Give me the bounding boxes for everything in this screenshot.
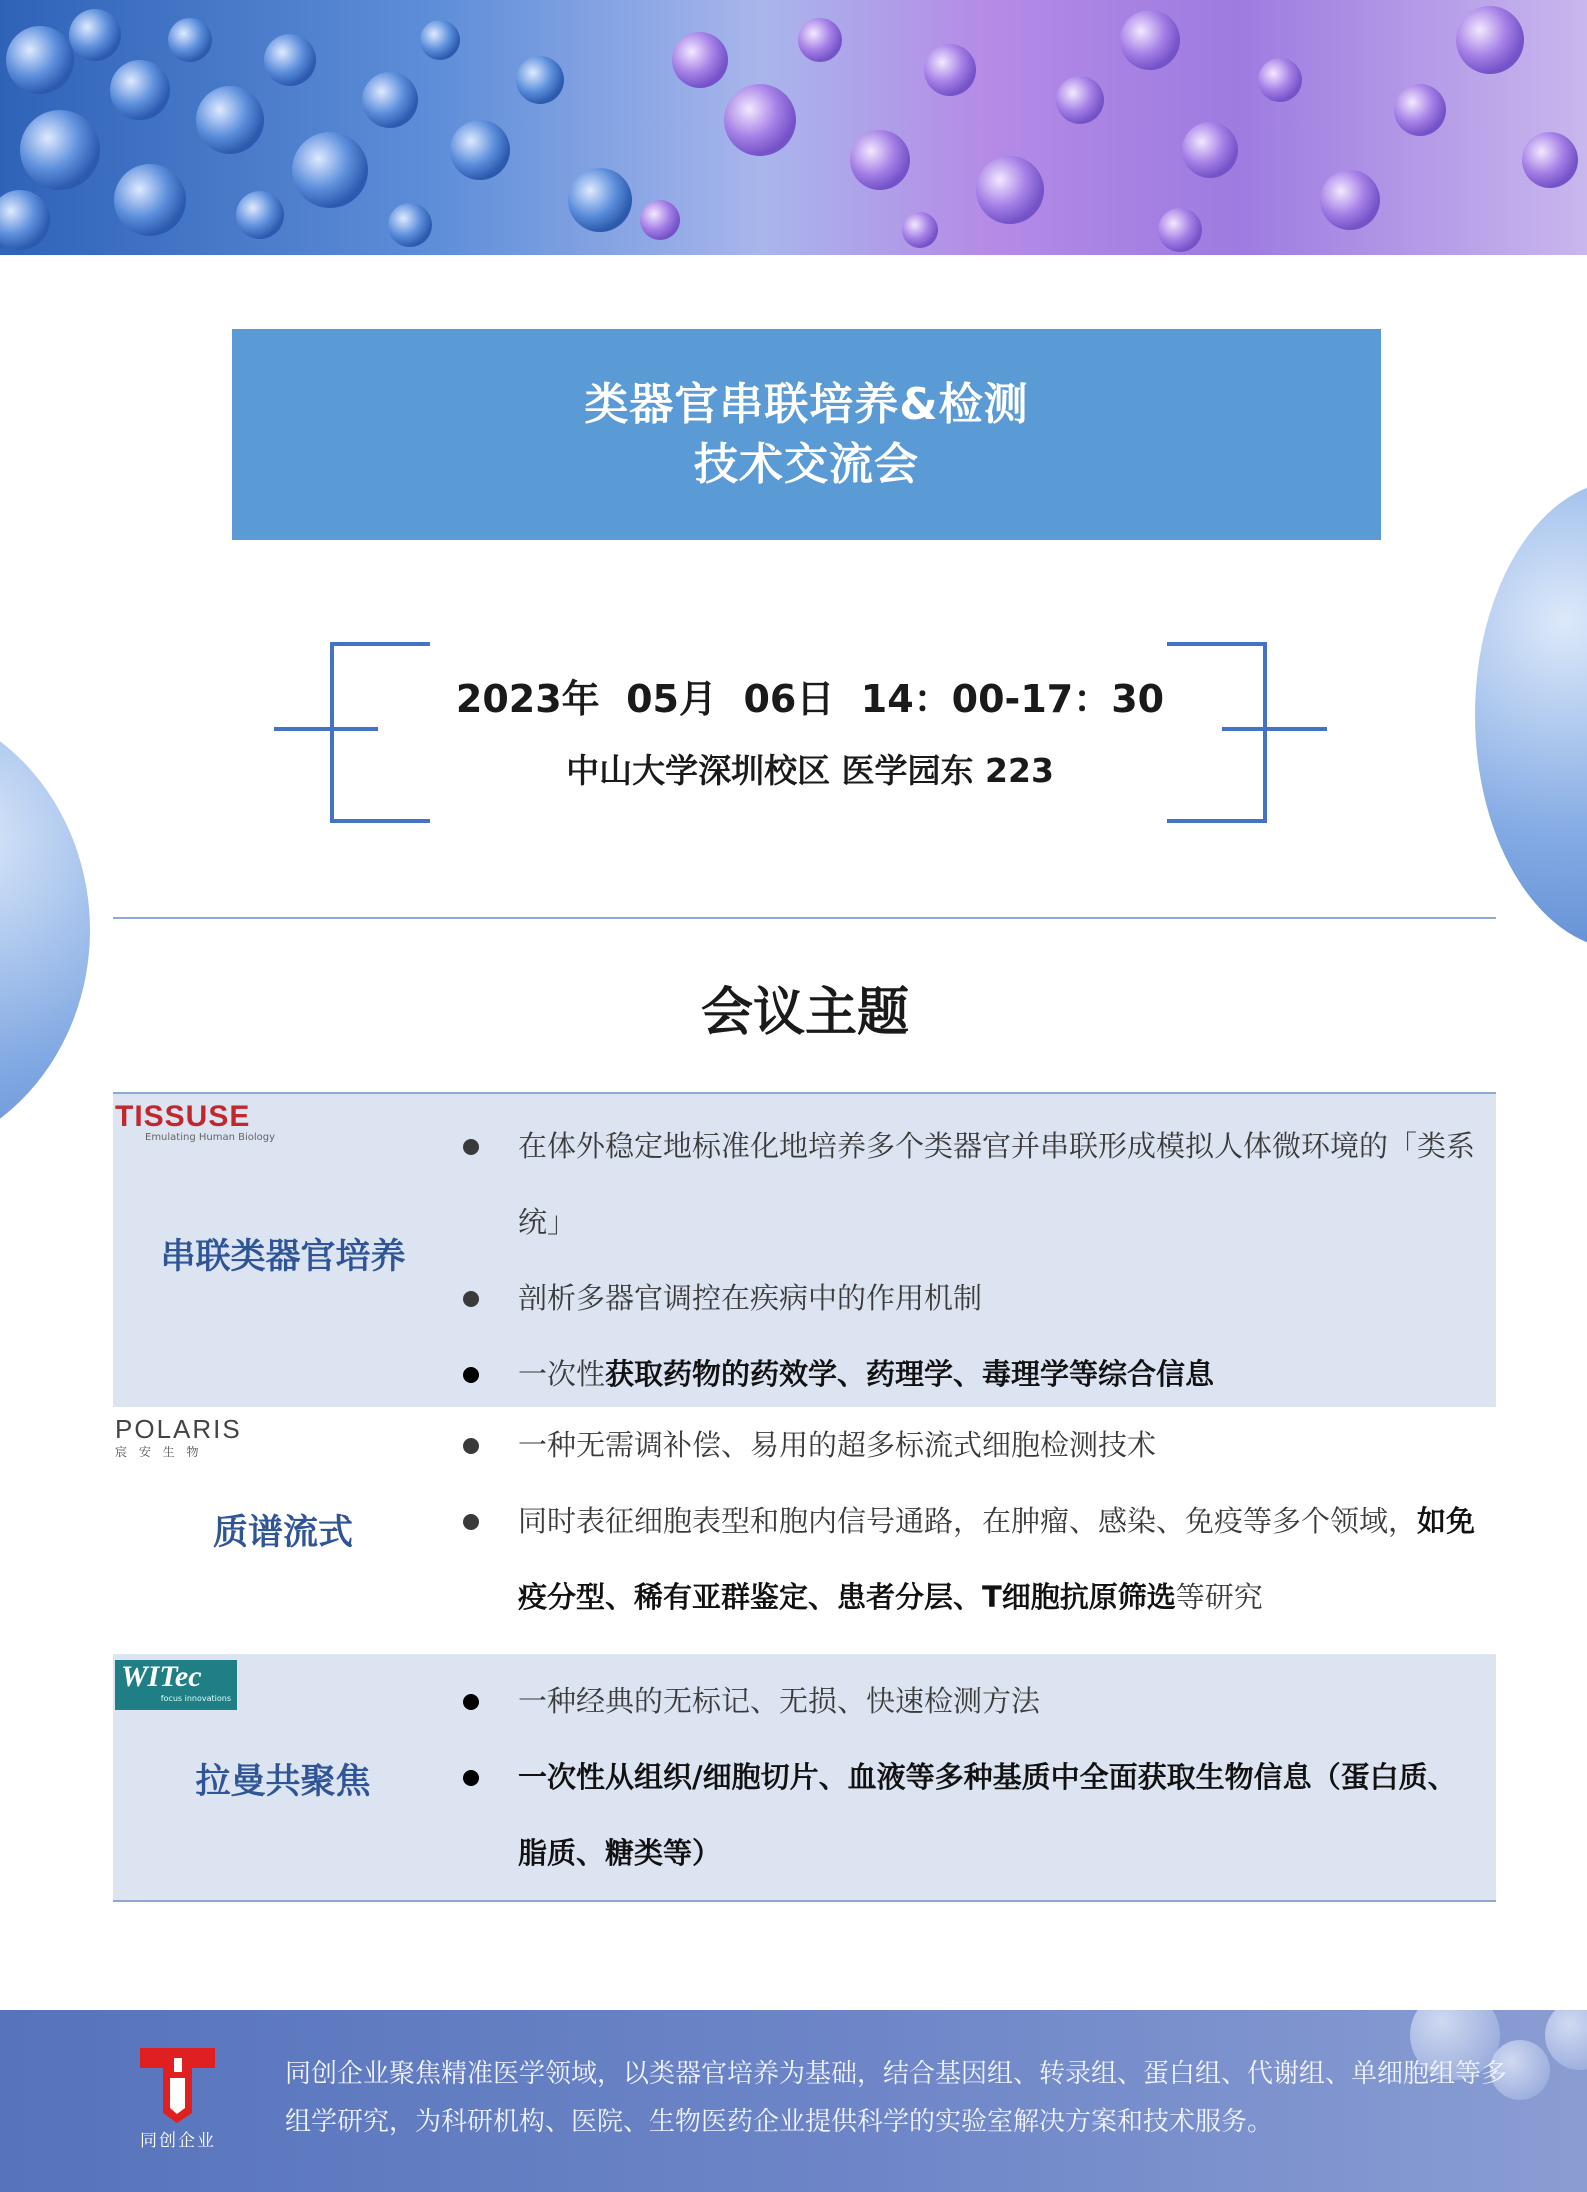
- list-item: 剖析多器官调控在疾病中的作用机制: [463, 1260, 1483, 1336]
- topic-name: 质谱流式: [212, 1513, 353, 1553]
- witec-logo: WITec focus innovations: [115, 1660, 237, 1710]
- list-item: 一种无需调补偿、易用的超多标流式细胞检测技术: [463, 1407, 1483, 1483]
- tongchuang-logo-icon: [130, 2038, 225, 2128]
- bullet-list: [463, 1108, 1483, 1412]
- divider: [113, 917, 1496, 919]
- list-item: 一次性从组织/细胞切片、血液等多种基质中全面获取生物信息（蛋白质、脂质、糖类等）: [463, 1739, 1483, 1891]
- polaris-logo: POLARIS 宸 安 生 物: [115, 1414, 242, 1459]
- bullet-list: [463, 1407, 1483, 1635]
- bracket-line-left: [274, 727, 378, 731]
- title-line-1: 类器官串联培养&检测: [584, 378, 1029, 430]
- decorative-circle-right: [1475, 480, 1587, 950]
- title-box: [232, 329, 1381, 540]
- topic-row: [113, 1654, 1496, 1902]
- title-line-2: 技术交流会: [694, 438, 919, 490]
- tissuse-logo: TISSUSE Emulating Human Biology: [115, 1100, 276, 1143]
- dna-helix-image: [0, 0, 1587, 255]
- footer-logo-name: 同创企业: [140, 2131, 216, 2151]
- list-item: 在体外稳定地标准化地培养多个类器官并串联形成模拟人体微环境的「类系统」: [463, 1108, 1483, 1260]
- footer-description: 同创企业聚焦精准医学领域，以类器官培养为基础，结合基因组、转录组、蛋白组、代谢组、单细胞组等多组学研究，为科研机构、医院、生物医药企业提供科学的实验室解决方案和技术服务。: [285, 2059, 1508, 2137]
- topic-row: [113, 1407, 1496, 1654]
- list-item: 一种经典的无标记、无损、快速检测方法: [463, 1663, 1483, 1739]
- event-location: 中山大学深圳校区 医学园东 223: [566, 751, 1054, 790]
- dna-banner: [0, 0, 1587, 255]
- section-title: 会议主题: [700, 983, 909, 1043]
- bullet-list: [463, 1663, 1483, 1891]
- footer: [0, 2010, 1587, 2192]
- topic-name: 串联类器官培养: [160, 1237, 406, 1277]
- bracket-line-right: [1222, 727, 1327, 731]
- event-datetime: 2023年 05月 06日 14：00-17：30: [455, 677, 1165, 721]
- decorative-circle-left: [0, 700, 90, 1160]
- list-item: 一次性获取药物的药效学、药理学、毒理学等综合信息: [463, 1336, 1483, 1412]
- topic-row: [113, 1092, 1496, 1409]
- decorative-bubble: [1545, 2010, 1587, 2070]
- topic-name: 拉曼共聚焦: [195, 1762, 371, 1802]
- list-item: 同时表征细胞表型和胞内信号通路，在肿瘤、感染、免疫等多个领域，如免疫分型、稀有亚群鉴定、患者分层、T细胞抗原筛选等研究: [463, 1483, 1483, 1635]
